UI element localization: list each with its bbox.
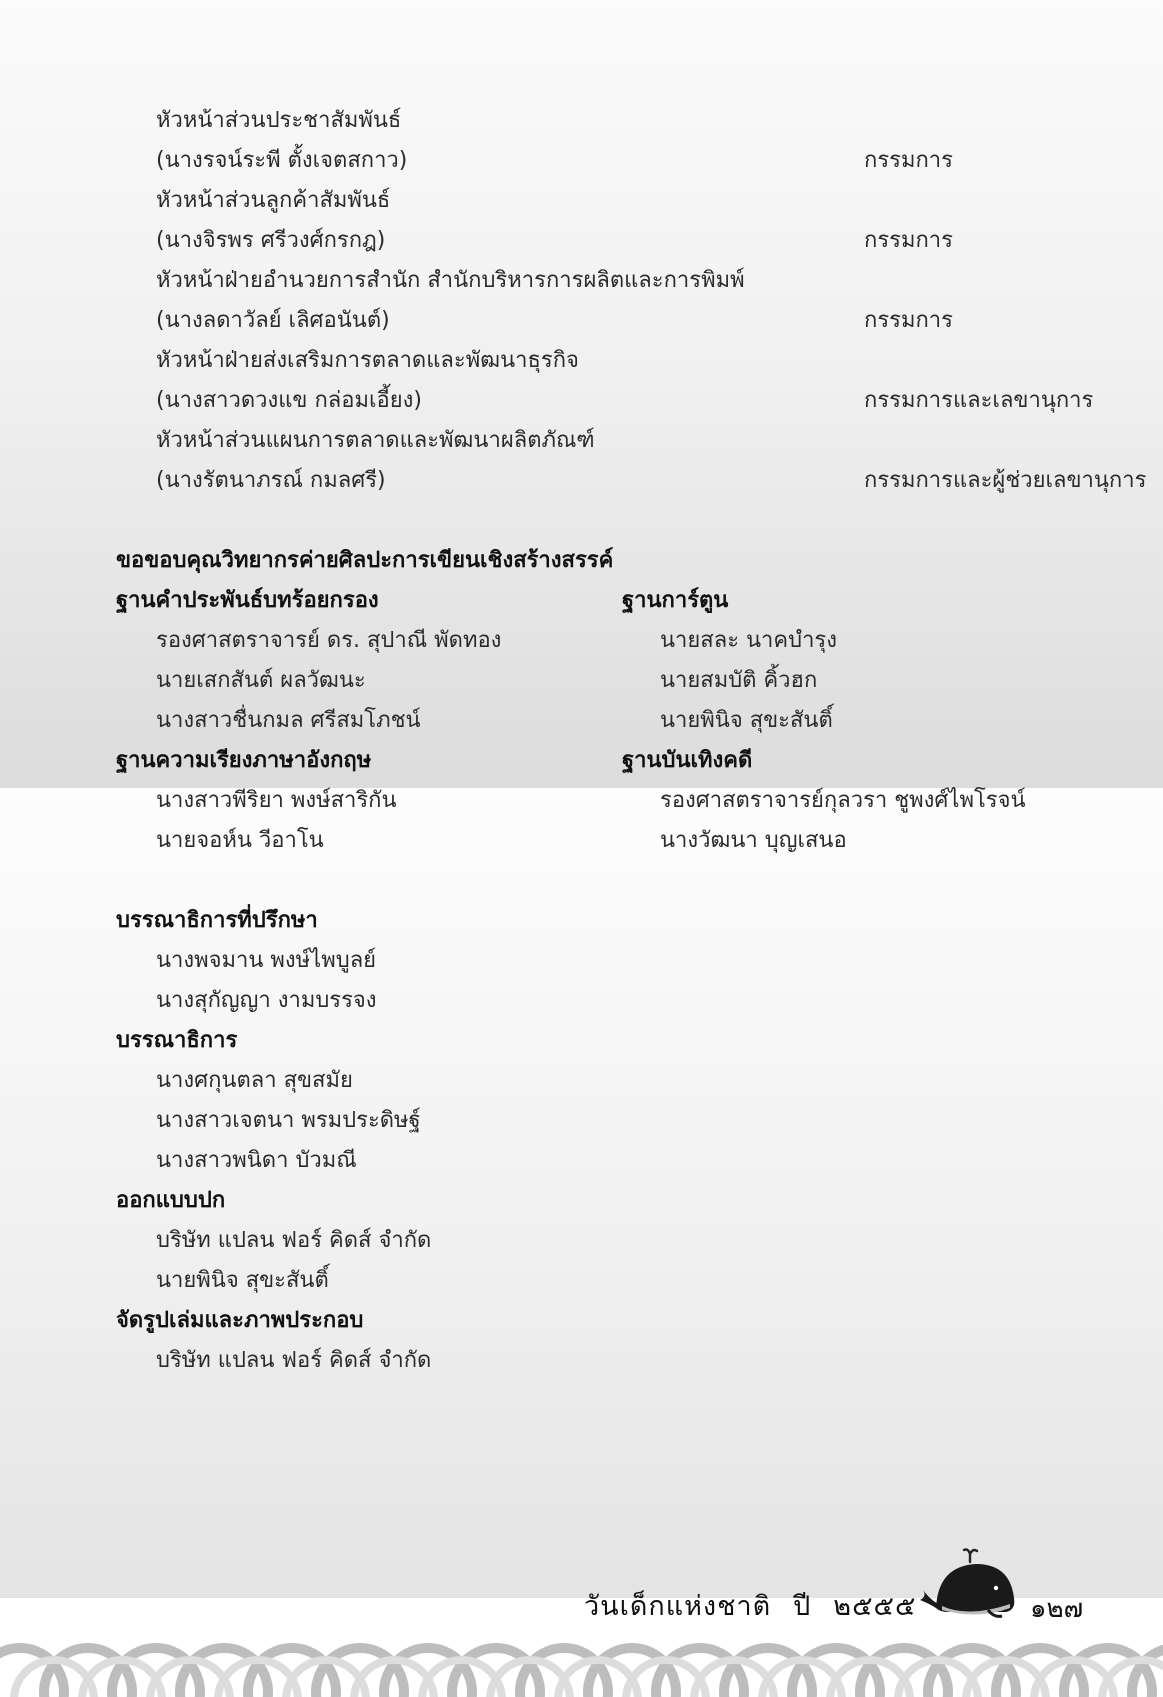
footer-year-label: ปี <box>793 1591 812 1622</box>
credit-member: นางพจมาน พงษ์ไพบูลย์ <box>156 948 377 973</box>
committee-role: กรรมการ <box>864 228 953 253</box>
station-heading: ฐานการ์ตูน <box>622 588 729 613</box>
committee-title: หัวหน้าส่วนประชาสัมพันธ์ <box>156 108 402 133</box>
station-member: นายสมบัติ คิ้วฮก <box>660 668 818 693</box>
credit-heading: บรรณาธิการที่ปรึกษา <box>116 908 318 933</box>
committee-name: (นางรัตนาภรณ์ กมลศรี) <box>156 468 386 493</box>
footer-title: วันเด็กแห่งชาติ <box>584 1591 772 1622</box>
station-member: นางสาวชื่นกมล ศรีสมโภชน์ <box>156 708 421 733</box>
committee-title: หัวหน้าฝ่ายอำนวยการสำนัก สำนักบริหารการผลิตและการพิมพ์ <box>156 268 745 293</box>
credit-member: นางสุกัญญา งามบรรจง <box>156 988 377 1013</box>
credit-heading: บรรณาธิการ <box>116 1028 238 1053</box>
credit-heading: จัดรูปเล่มและภาพประกอบ <box>116 1308 364 1333</box>
committee-name: (นางลดาวัลย์ เลิศอนันต์) <box>156 308 390 333</box>
committee-role: กรรมการ <box>864 308 953 333</box>
thanks-heading: ขอขอบคุณวิทยากรค่ายศิลปะการเขียนเชิงสร้างสรรค์ <box>116 548 614 573</box>
committee-title: หัวหน้าส่วนแผนการตลาดและพัฒนาผลิตภัณฑ์ <box>156 428 595 453</box>
station-member: นายเสกสันต์ ผลวัฒนะ <box>156 668 366 693</box>
committee-name: (นางรจน์ระพี ตั้งเจตสกาว) <box>156 148 408 173</box>
station-member: รองศาสตราจารย์ ดร. สุปาณี พัดทอง <box>156 628 502 653</box>
whale-icon <box>918 1548 1026 1624</box>
committee-role: กรรมการ <box>864 148 953 173</box>
committee-role: กรรมการและผู้ช่วยเลขานุการ <box>864 468 1147 493</box>
page-number: ๑๒๗ <box>1030 1594 1084 1624</box>
credit-member: นางศกุนตลา สุขสมัย <box>156 1068 353 1093</box>
station-member: นายจอห์น วีอาโน <box>156 828 324 853</box>
station-member: นางสาวพีริยา พงษ์สาริกัน <box>156 788 397 813</box>
station-heading: ฐานคำประพันธ์บทร้อยกรอง <box>116 588 379 613</box>
committee-title: หัวหน้าฝ่ายส่งเสริมการตลาดและพัฒนาธุรกิจ <box>156 348 579 373</box>
credit-member: บริษัท แปลน ฟอร์ คิดส์ จำกัด <box>156 1228 432 1253</box>
station-member: นายพินิจ สุขะสันติ์ <box>660 708 833 733</box>
credit-member: นายพินิจ สุขะสันติ์ <box>156 1268 329 1293</box>
committee-name: (นางจิรพร ศรีวงศ์กรกฎ) <box>156 228 386 253</box>
ring-border-decoration <box>0 1618 1163 1697</box>
station-member: นางวัฒนา บุญเสนอ <box>660 828 847 853</box>
credit-member: นางสาวเจตนา พรมประดิษฐ์ <box>156 1108 421 1133</box>
station-member: รองศาสตราจารย์กุลวรา ชูพงศ์ไพโรจน์ <box>660 788 1026 813</box>
committee-title: หัวหน้าส่วนลูกค้าสัมพันธ์ <box>156 188 391 213</box>
station-heading: ฐานบันเทิงคดี <box>622 748 753 773</box>
station-heading: ฐานความเรียงภาษาอังกฤษ <box>116 748 372 773</box>
committee-role: กรรมการและเลขานุการ <box>864 388 1094 413</box>
credit-member: บริษัท แปลน ฟอร์ คิดส์ จำกัด <box>156 1348 432 1373</box>
credit-member: นางสาวพนิดา บัวมณี <box>156 1148 357 1173</box>
footer-year: ๒๕๕๕ <box>833 1591 917 1622</box>
committee-name: (นางสาวดวงแข กล่อมเอี้ยง) <box>156 388 422 413</box>
credit-heading: ออกแบบปก <box>116 1188 226 1213</box>
station-member: นายสละ นาคบำรุง <box>660 628 837 653</box>
